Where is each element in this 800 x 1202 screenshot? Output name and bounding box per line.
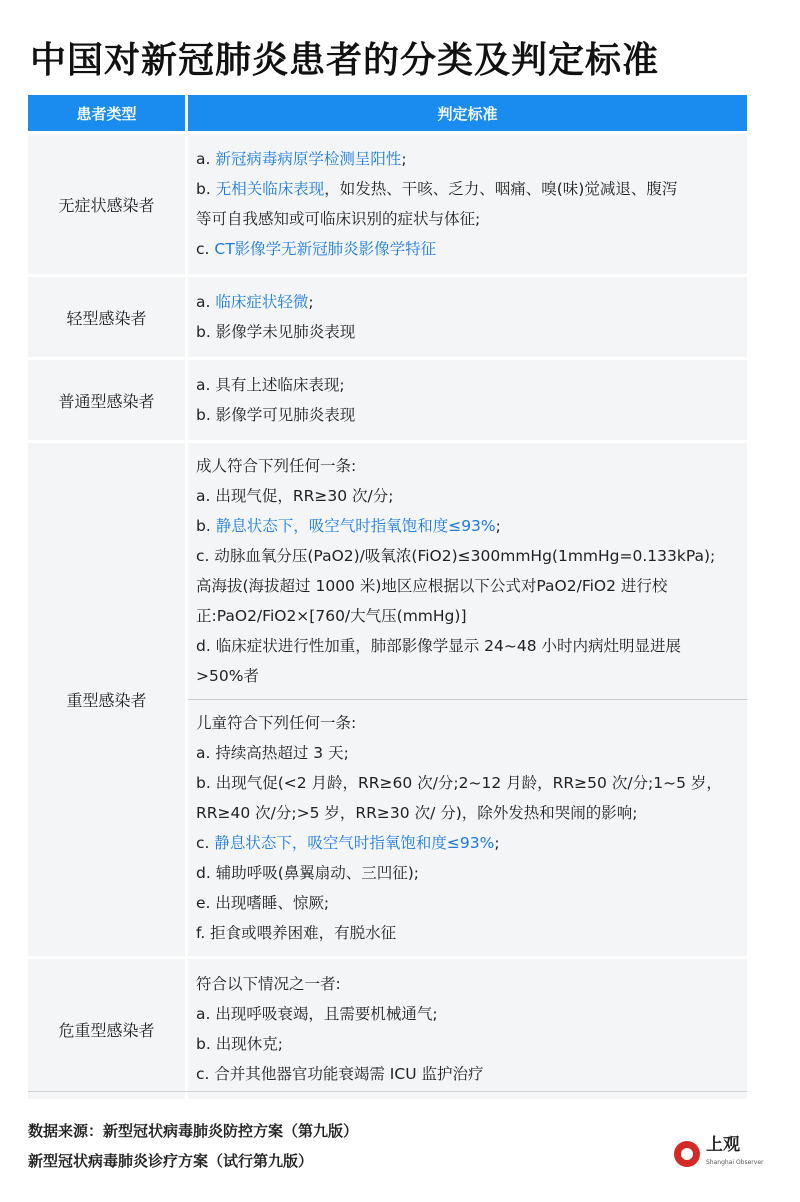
table-row xyxy=(28,131,747,274)
logo-subtext: Shanghai Observer xyxy=(706,1159,764,1166)
highlighted-text: 静息状态下，吸空气时指氧饱和度≤93% xyxy=(215,517,496,535)
criteria-line xyxy=(196,234,739,264)
criteria-line xyxy=(196,571,739,601)
criteria-line xyxy=(196,1059,739,1089)
criteria-text: RR≥40 次/分;>5 岁，RR≥30 次/ 分)，除外发热和哭闹的影响; xyxy=(196,804,638,822)
criteria-block xyxy=(196,969,739,1089)
criteria-text: a. xyxy=(196,150,216,168)
criteria-text: d. 辅助呼吸(鼻翼扇动、三凹征); xyxy=(196,864,420,882)
criteria-line xyxy=(196,708,739,738)
criteria-line xyxy=(196,768,739,798)
criteria-text: 符合以下情况之一者: xyxy=(196,975,341,993)
criteria-text: d. 临床症状进行性加重，肺部影像学显示 24~48 小时内病灶明显进展 xyxy=(196,637,681,655)
criteria-line xyxy=(196,858,739,888)
criteria-text: c. xyxy=(196,240,215,258)
criteria-text: b. xyxy=(196,517,216,535)
criteria-cell xyxy=(188,277,747,357)
criteria-line xyxy=(196,798,739,828)
criteria-text: e. 出现嗜睡、惊厥; xyxy=(196,894,330,912)
criteria-cell xyxy=(188,959,747,1099)
criteria-text: b. 影像学可见肺炎表现 xyxy=(196,406,356,424)
criteria-line xyxy=(196,631,739,661)
criteria-cell xyxy=(188,360,747,440)
criteria-cell xyxy=(188,443,747,956)
criteria-text: a. 具有上述临床表现; xyxy=(196,376,345,394)
criteria-line xyxy=(196,204,739,234)
criteria-text: a. 出现呼吸衰竭，且需要机械通气; xyxy=(196,1005,438,1023)
shanghai-observer-logo-icon xyxy=(674,1141,700,1167)
source-line-2: 新型冠状病毒肺炎诊疗方案（试行第九版） xyxy=(28,1152,314,1170)
patient-type-cell: 危重型感染者 xyxy=(28,959,188,1099)
criteria-line xyxy=(196,287,739,317)
criteria-line xyxy=(196,918,739,948)
patient-type-cell: 轻型感染者 xyxy=(28,277,188,357)
criteria-text: b. 影像学未见肺炎表现 xyxy=(196,323,356,341)
table-row xyxy=(28,274,747,357)
criteria-text: a. 出现气促，RR≥30 次/分; xyxy=(196,487,394,505)
criteria-line xyxy=(196,969,739,999)
criteria-text: >50%者 xyxy=(196,667,259,685)
criteria-text: a. 持续高热超过 3 天; xyxy=(196,744,349,762)
patient-type-cell: 普通型感染者 xyxy=(28,360,188,440)
criteria-line xyxy=(196,317,739,347)
highlighted-text: 新冠病毒病原学检测呈阳性 xyxy=(215,150,402,168)
criteria-text: ; xyxy=(494,834,500,852)
criteria-text: c. xyxy=(196,834,215,852)
criteria-text: ; xyxy=(495,517,501,535)
criteria-line xyxy=(196,888,739,918)
criteria-text: ; xyxy=(308,293,314,311)
header-criteria: 判定标准 xyxy=(437,104,498,123)
criteria-line xyxy=(196,661,739,691)
criteria-block xyxy=(188,443,747,699)
criteria-text: b. xyxy=(196,180,216,198)
publisher-logo xyxy=(674,1136,763,1172)
criteria-text: c. 合并其他器官功能衰竭需 ICU 监护治疗 xyxy=(196,1065,484,1083)
criteria-block xyxy=(196,144,739,264)
criteria-line xyxy=(196,144,739,174)
criteria-line xyxy=(196,738,739,768)
table-header xyxy=(28,95,747,131)
criteria-line xyxy=(196,370,739,400)
criteria-cell xyxy=(188,134,747,274)
criteria-text: b. 出现休克; xyxy=(196,1035,283,1053)
highlighted-text: 静息状态下，吸空气时指氧饱和度≤93% xyxy=(214,834,495,852)
patient-type-cell: 无症状感染者 xyxy=(28,134,188,274)
criteria-line xyxy=(196,511,739,541)
criteria-text: f. 拒食或喂养困难，有脱水征 xyxy=(196,924,397,942)
criteria-text: ，如发热、干咳、乏力、咽痛、嗅(味)觉减退、腹泻 xyxy=(324,180,678,198)
table-row xyxy=(28,357,747,440)
highlighted-text: 临床症状轻微 xyxy=(215,293,309,311)
criteria-line xyxy=(196,1029,739,1059)
highlighted-text: 无相关临床表现 xyxy=(215,180,325,198)
criteria-line xyxy=(196,541,739,571)
criteria-text: 正:PaO2/FiO2×[760/大气压(mmHg)] xyxy=(196,607,467,625)
criteria-line xyxy=(196,999,739,1029)
criteria-block xyxy=(196,287,739,347)
criteria-line xyxy=(196,601,739,631)
criteria-text: 高海拔(海拔超过 1000 米)地区应根据以下公式对PaO2/FiO2 进行校 xyxy=(196,577,668,595)
criteria-text: 成人符合下列任何一条: xyxy=(196,457,357,475)
criteria-text: c. 动脉血氧分压(PaO2)/吸氧浓(FiO2)≤300mmHg(1mmHg=0.133kPa); xyxy=(196,547,716,565)
criteria-block xyxy=(188,699,747,956)
highlighted-text: CT影像学无新冠肺炎影像学特征 xyxy=(214,240,437,258)
patient-type-cell: 重型感染者 xyxy=(28,443,188,956)
table-body xyxy=(28,131,747,1099)
classification-table xyxy=(28,95,747,1099)
criteria-block xyxy=(196,370,739,430)
criteria-text: b. 出现气促(<2 月龄，RR≥60 次/分;2~12 月龄，RR≥50 次/分;1~5 岁， xyxy=(196,774,722,792)
source-line-1: 数据来源：新型冠状病毒肺炎防控方案（第九版） xyxy=(28,1122,359,1140)
table-row xyxy=(28,440,747,956)
criteria-text: ; xyxy=(401,150,407,168)
criteria-text: 儿童符合下列任何一条: xyxy=(196,714,357,732)
criteria-line xyxy=(196,828,739,858)
footer-divider xyxy=(28,1091,747,1092)
page-title: 中国对新冠肺炎患者的分类及判定标准 xyxy=(30,40,660,81)
criteria-line xyxy=(196,400,739,430)
logo-text: 上观 xyxy=(706,1135,740,1155)
criteria-line xyxy=(196,481,739,511)
criteria-line xyxy=(196,451,739,481)
criteria-text: a. xyxy=(196,293,216,311)
header-patient-type: 患者类型 xyxy=(28,95,188,131)
criteria-text: 等可自我感知或可临床识别的症状与体征; xyxy=(196,210,481,228)
table-row xyxy=(28,956,747,1099)
criteria-line xyxy=(196,174,739,204)
